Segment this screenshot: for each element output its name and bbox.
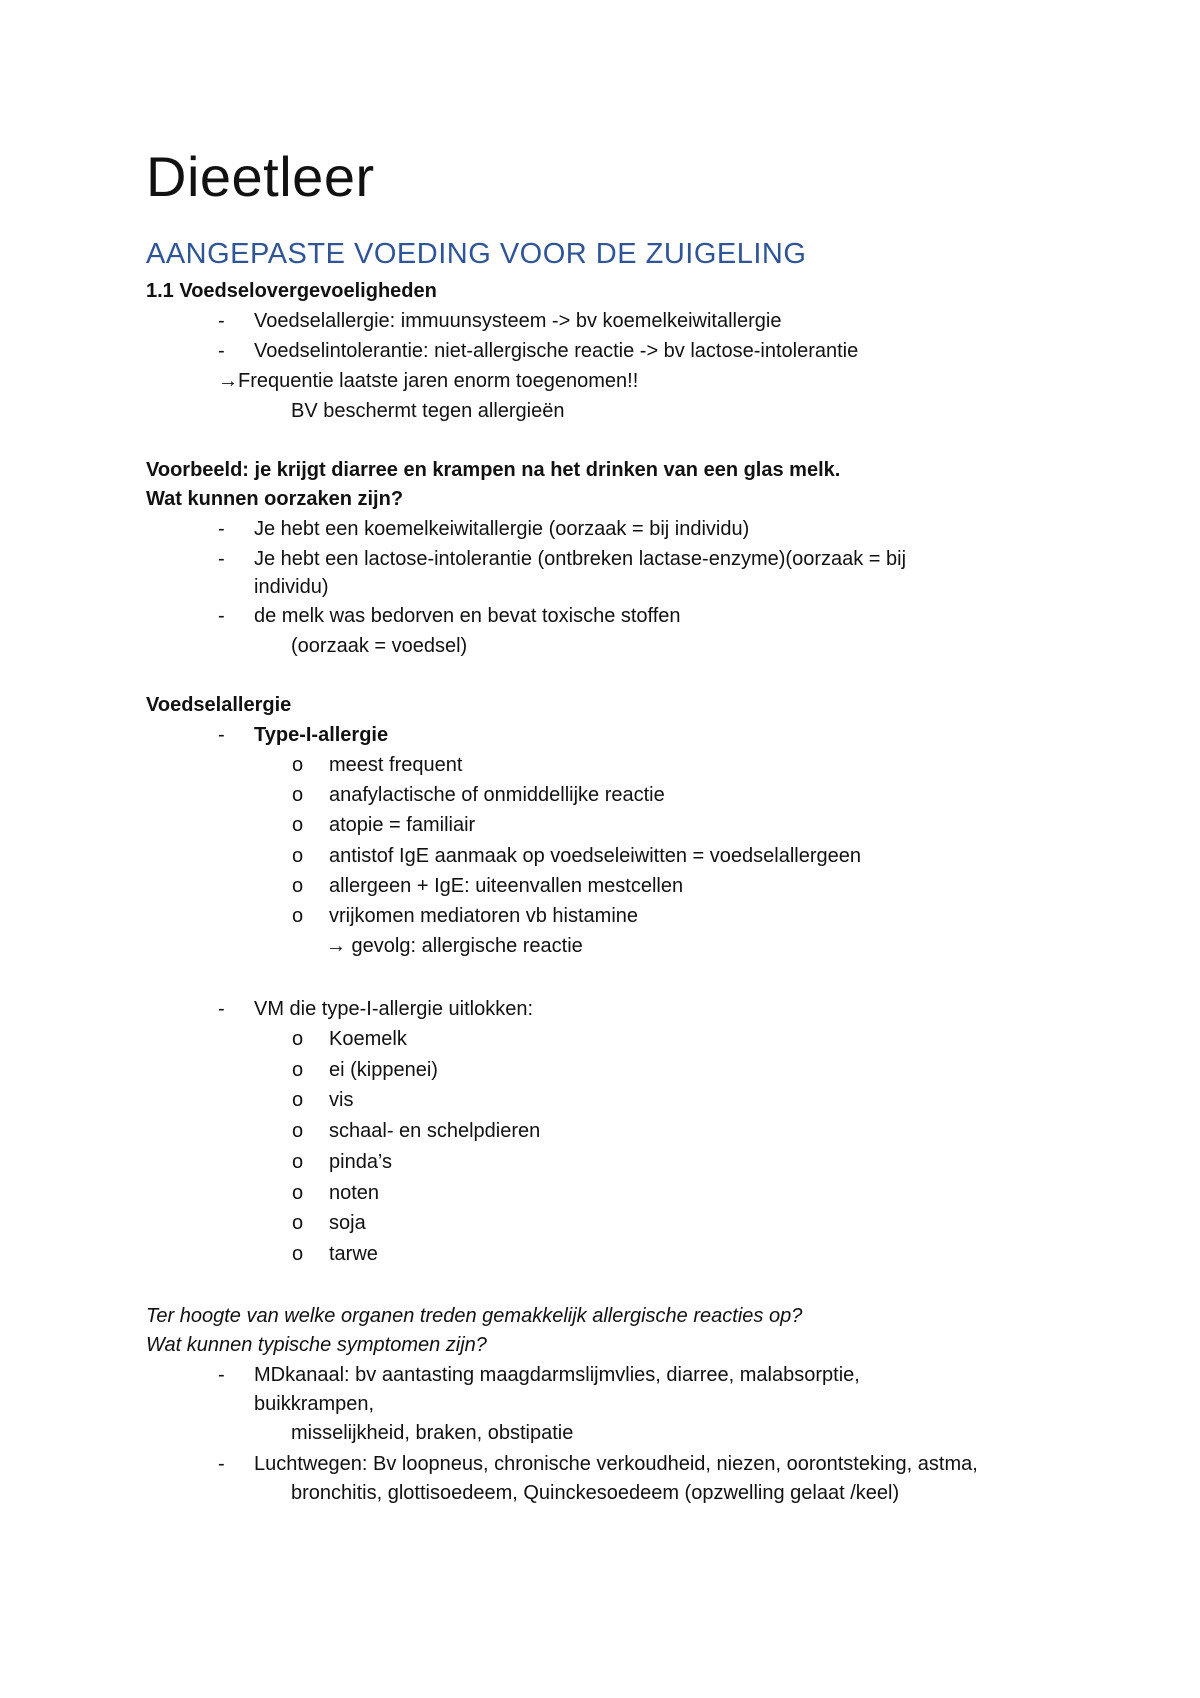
question-line: Ter hoogte van welke organen treden gemakkelijk allergische reacties op?	[146, 1305, 803, 1327]
bullet-circle: o	[292, 1150, 304, 1173]
sub-list-item-text: pinda’s	[329, 1150, 393, 1173]
list-item-continuation: individu)	[254, 576, 329, 598]
bullet-dash: -	[218, 518, 225, 540]
sub-list-item-text: Koemelk	[329, 1028, 407, 1050]
bullet-circle: o	[292, 1242, 304, 1265]
list-item-text: Voedselintolerantie: niet-allergische reactie -> bv lactose-intolerantie	[254, 340, 859, 362]
sub-note: BV beschermt tegen allergieën	[291, 400, 565, 422]
bullet-dash: -	[218, 340, 225, 362]
sub-list-item-text: tarwe	[329, 1242, 378, 1265]
question-line: Wat kunnen typische symptomen zijn?	[146, 1334, 487, 1356]
sub-list-item-text: noten	[329, 1181, 380, 1204]
bullet-circle: o	[292, 784, 304, 807]
sub-list-item-text: anafylactische of onmiddellijke reactie	[329, 784, 665, 807]
consequence-note: → gevolg: allergische reactie	[326, 935, 583, 957]
bullet-dash: -	[218, 548, 225, 570]
bullet-circle: o	[292, 754, 304, 776]
subsection-title: 1.1 Voedselovergevoeligheden	[146, 280, 437, 302]
sub-list-item-text: vis	[329, 1089, 354, 1112]
bullet-circle: o	[292, 1089, 304, 1112]
sub-list-item-text: atopie = familiair	[329, 814, 476, 837]
sub-list-item-text: meest frequent	[329, 754, 463, 776]
bullet-dash: -	[218, 605, 225, 627]
list-item-text: Luchtwegen: Bv loopneus, chronische verkoudheid, niezen, oorontsteking, astma,	[254, 1453, 978, 1475]
list-item-text: de melk was bedorven en bevat toxische stoffen	[254, 605, 681, 627]
sub-list-item-text: vrijkomen mediatoren vb histamine	[329, 905, 639, 927]
bullet-circle: o	[292, 905, 304, 927]
bullet-dash: -	[218, 1453, 225, 1475]
list-item-text: Je hebt een lactose-intolerantie (ontbreken lactase-enzyme)(oorzaak = bij	[254, 548, 907, 570]
document-title: Dieetleer	[146, 145, 375, 208]
sub-list-item-text: schaal- en schelpdieren	[329, 1120, 541, 1143]
sub-list-item-text: ei (kippenei)	[329, 1058, 438, 1081]
bullet-circle: o	[292, 844, 304, 867]
list-item-text: Voedselallergie: immuunsysteem -> bv koemelkeiwitallergie	[254, 310, 782, 332]
bullet-dash: -	[218, 1364, 225, 1386]
sub-list-item-text: allergeen + IgE: uiteenvallen mestcellen	[329, 874, 684, 897]
bullet-dash: -	[218, 310, 225, 332]
list-item-continuation: (oorzaak = voedsel)	[291, 635, 468, 657]
bullet-circle: o	[292, 1181, 304, 1204]
subsection-title: Voedselallergie	[146, 694, 292, 716]
bullet-circle: o	[292, 1212, 304, 1235]
section-heading: AANGEPASTE VOEDING VOOR DE ZUIGELING	[146, 238, 807, 270]
arrow-note: →Frequentie laatste jaren enorm toegenomen!!	[218, 370, 639, 392]
bullet-circle: o	[292, 1028, 304, 1050]
bullet-dash: -	[218, 998, 225, 1020]
bullet-dash: -	[218, 724, 225, 746]
list-item-continuation: bronchitis, glottisoedeem, Quinckesoedeem (opzwelling gelaat /keel)	[291, 1482, 900, 1504]
sub-list-item-text: antistof IgE aanmaak op voedseleiwitten = voedselallergeen	[329, 844, 862, 867]
list-item-text: VM die type-I-allergie uitlokken:	[254, 998, 534, 1020]
list-item-text: Je hebt een koemelkeiwitallergie (oorzaak = bij individu)	[254, 518, 750, 540]
example-question: Wat kunnen oorzaken zijn?	[146, 488, 404, 510]
bullet-circle: o	[292, 874, 304, 897]
bullet-circle: o	[292, 1058, 304, 1081]
list-item-continuation: misselijkheid, braken, obstipatie	[291, 1422, 574, 1444]
bullet-circle: o	[292, 1120, 304, 1143]
list-item-text: Type-I-allergie	[254, 724, 389, 746]
sub-list-item-text: soja	[329, 1212, 366, 1235]
list-item-text: MDkanaal: bv aantasting maagdarmslijmvlies, diarree, malabsorptie,	[254, 1364, 860, 1386]
list-item-continuation: buikkrampen,	[254, 1393, 375, 1415]
example-line: Voorbeeld: je krijgt diarree en krampen na het drinken van een glas melk.	[146, 459, 841, 481]
bullet-circle: o	[292, 814, 304, 837]
